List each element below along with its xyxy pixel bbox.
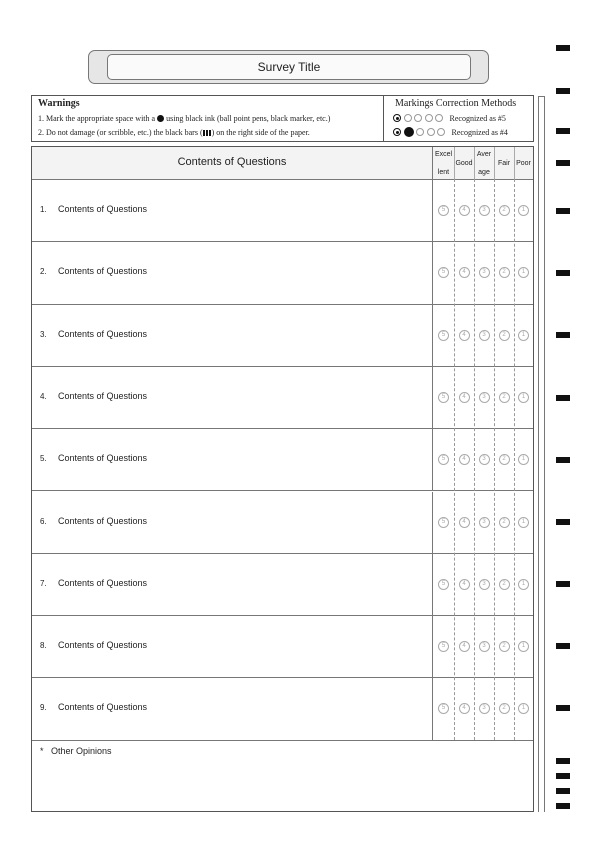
warning-line-2: [38, 128, 310, 138]
warnings-heading: Warnings: [38, 98, 80, 109]
rating-option-4[interactable]: 4: [459, 703, 470, 714]
empty-circle-icon: [427, 128, 435, 136]
marking-label-2: Recognized as #4: [451, 127, 508, 137]
marking-example-1: [393, 112, 506, 124]
question-row: [32, 429, 533, 491]
header-divider: [494, 147, 495, 179]
timing-mark: [556, 208, 570, 214]
question-number: 6.: [40, 516, 47, 526]
rating-option-3[interactable]: 3: [479, 703, 490, 714]
survey-title: Survey Title: [107, 54, 471, 80]
warning-line-2-end: ) on the right side of the paper.: [211, 128, 310, 137]
question-number: 2.: [40, 267, 47, 277]
filled-dot-icon: [157, 115, 164, 122]
question-cell: [32, 242, 433, 303]
other-opinions-label: [40, 746, 112, 756]
rating-option-5[interactable]: 5: [438, 641, 449, 652]
marking-example-2: [393, 126, 508, 138]
marking-label-1: Recognized as #5: [449, 113, 506, 123]
rating-option-2[interactable]: 2: [499, 454, 510, 465]
question-row: [32, 367, 533, 429]
rating-column-header: [494, 147, 514, 179]
rating-column-label: Fair: [497, 159, 511, 167]
question-label: Contents of Questions: [58, 266, 148, 277]
warnings-section: [32, 96, 384, 141]
rating-option-2[interactable]: 2: [499, 205, 510, 216]
table-header: [32, 147, 533, 180]
question-label: Contents of Questions: [58, 640, 148, 651]
question-text: [40, 702, 147, 712]
timing-mark: [556, 128, 570, 134]
timing-mark: [556, 395, 570, 401]
rating-option-4[interactable]: 4: [459, 392, 470, 403]
rating-option-1[interactable]: 1: [518, 205, 529, 216]
timing-mark: [556, 88, 570, 94]
header-divider: [514, 147, 515, 179]
filled-circle-icon: [404, 127, 414, 137]
rating-option-4[interactable]: 4: [459, 330, 470, 341]
rating-option-5[interactable]: 5: [438, 330, 449, 341]
question-label: Contents of Questions: [58, 577, 148, 588]
rating-column-header: [433, 147, 454, 179]
rating-option-4[interactable]: 4: [459, 205, 470, 216]
right-margin-frame: [538, 96, 545, 812]
timing-mark: [556, 758, 570, 764]
rating-option-2[interactable]: 2: [499, 330, 510, 341]
column-divider: [494, 179, 495, 740]
other-opinions-bullet: *: [40, 746, 44, 756]
timing-mark: [556, 788, 570, 794]
rating-option-5[interactable]: 5: [438, 205, 449, 216]
question-cell: [32, 180, 433, 241]
rating-option-3[interactable]: 3: [479, 392, 490, 403]
question-cell: [32, 616, 433, 677]
rating-option-4[interactable]: 4: [459, 267, 470, 278]
question-label: Contents of Questions: [58, 453, 148, 464]
rating-column-label-cont: lent: [437, 168, 450, 176]
timing-mark: [556, 332, 570, 338]
column-divider: [474, 179, 475, 740]
rating-option-1[interactable]: 1: [518, 517, 529, 528]
rating-option-5[interactable]: 5: [438, 517, 449, 528]
rating-option-5[interactable]: 5: [438, 579, 449, 590]
rating-option-4[interactable]: 4: [459, 641, 470, 652]
question-number: 8.: [40, 641, 47, 651]
question-number: 3.: [40, 329, 47, 339]
rating-column-label: Poor: [516, 159, 531, 167]
question-row: [32, 616, 533, 678]
timing-mark: [556, 45, 570, 51]
question-number: 5.: [40, 454, 47, 464]
question-cell: [32, 429, 433, 490]
rating-option-2[interactable]: 2: [499, 392, 510, 403]
column-divider: [514, 179, 515, 740]
rating-option-2[interactable]: 2: [499, 517, 510, 528]
rating-option-3[interactable]: 3: [479, 579, 490, 590]
rating-option-1[interactable]: 1: [518, 579, 529, 590]
rating-column-label: Aver: [476, 150, 492, 158]
question-text: [40, 516, 147, 526]
header-divider: [454, 147, 455, 179]
marked-circle-icon: [393, 114, 401, 122]
markings-heading: Markings Correction Methods: [395, 98, 517, 109]
timing-mark: [556, 773, 570, 779]
header-divider: [474, 147, 475, 179]
rating-option-2[interactable]: 2: [499, 703, 510, 714]
other-opinions-text: Other Opinions: [51, 746, 112, 756]
question-row: [32, 180, 533, 242]
empty-circle-icon: [414, 114, 422, 122]
marked-circle-icon: [393, 128, 401, 136]
warning-line-1-start: 1. Mark the appropriate space with a: [38, 114, 156, 123]
question-text: [40, 391, 147, 401]
rating-option-3[interactable]: 3: [479, 267, 490, 278]
column-divider: [454, 179, 455, 740]
rating-option-4[interactable]: 4: [459, 454, 470, 465]
rating-column-label-cont: age: [478, 168, 490, 176]
empty-circle-icon: [435, 114, 443, 122]
rating-option-2[interactable]: 2: [499, 579, 510, 590]
warning-line-1: [38, 114, 330, 123]
rating-option-4[interactable]: 4: [459, 579, 470, 590]
questions-header: Contents of Questions: [32, 147, 433, 179]
question-label: Contents of Questions: [58, 515, 148, 526]
rating-option-5[interactable]: 5: [438, 267, 449, 278]
timing-mark: [556, 705, 570, 711]
timing-mark: [556, 270, 570, 276]
question-cell: [32, 305, 433, 366]
empty-circle-icon: [416, 128, 424, 136]
question-number: 4.: [40, 391, 47, 401]
timing-mark: [556, 643, 570, 649]
empty-circle-icon: [404, 114, 412, 122]
warning-line-2-start: 2. Do not damage (or scribble, etc.) the black bars (: [38, 128, 203, 137]
question-cell: [32, 367, 433, 428]
question-text: [40, 578, 147, 588]
rating-option-1[interactable]: 1: [518, 330, 529, 341]
rating-column-label: Good: [455, 159, 473, 167]
question-text: [40, 266, 147, 276]
rating-option-3[interactable]: 3: [479, 454, 490, 465]
rating-option-1[interactable]: 1: [518, 703, 529, 714]
question-text: [40, 204, 147, 214]
rating-column-header: [474, 147, 494, 179]
rating-option-1[interactable]: 1: [518, 267, 529, 278]
timing-mark: [556, 160, 570, 166]
warnings-box: [31, 95, 534, 142]
markings-section: [384, 96, 534, 141]
question-label: Contents of Questions: [58, 702, 148, 713]
timing-mark: [556, 803, 570, 809]
rating-option-3[interactable]: 3: [479, 205, 490, 216]
question-cell: [32, 492, 433, 553]
question-number: 1.: [40, 205, 47, 214]
rating-column-header: [514, 147, 533, 179]
rating-option-1[interactable]: 1: [518, 454, 529, 465]
question-cell: [32, 554, 433, 615]
rating-option-5[interactable]: 5: [438, 392, 449, 403]
rating-column-label: Excel: [434, 150, 453, 158]
question-row: [32, 492, 533, 554]
rating-option-5[interactable]: 5: [438, 703, 449, 714]
rating-option-4[interactable]: 4: [459, 517, 470, 528]
warning-line-1-end: using black ink (ball point pens, black marker, etc.): [166, 114, 331, 123]
question-number: 7.: [40, 578, 47, 588]
timing-mark: [556, 519, 570, 525]
question-text: [40, 453, 147, 463]
question-label: Contents of Questions: [58, 204, 148, 214]
question-label: Contents of Questions: [58, 328, 148, 339]
question-row: [32, 242, 533, 304]
questions-table: [31, 146, 534, 812]
rating-option-1[interactable]: 1: [518, 641, 529, 652]
rating-option-1[interactable]: 1: [518, 392, 529, 403]
question-row: [32, 678, 533, 740]
timing-mark: [556, 581, 570, 587]
question-text: [40, 329, 147, 339]
empty-circle-icon: [425, 114, 433, 122]
question-cell: [32, 678, 433, 739]
survey-title-frame: [88, 50, 489, 84]
black-bars-icon: [203, 129, 212, 138]
rating-option-3[interactable]: 3: [479, 517, 490, 528]
rating-column-header: [454, 147, 474, 179]
empty-circle-icon: [437, 128, 445, 136]
question-row: [32, 305, 533, 367]
question-text: [40, 640, 147, 650]
rating-option-2[interactable]: 2: [499, 267, 510, 278]
rating-option-2[interactable]: 2: [499, 641, 510, 652]
rating-option-5[interactable]: 5: [438, 454, 449, 465]
question-row: [32, 554, 533, 616]
rating-option-3[interactable]: 3: [479, 641, 490, 652]
question-label: Contents of Questions: [58, 390, 148, 401]
question-number: 9.: [40, 703, 47, 713]
rating-option-3[interactable]: 3: [479, 330, 490, 341]
timing-mark: [556, 457, 570, 463]
